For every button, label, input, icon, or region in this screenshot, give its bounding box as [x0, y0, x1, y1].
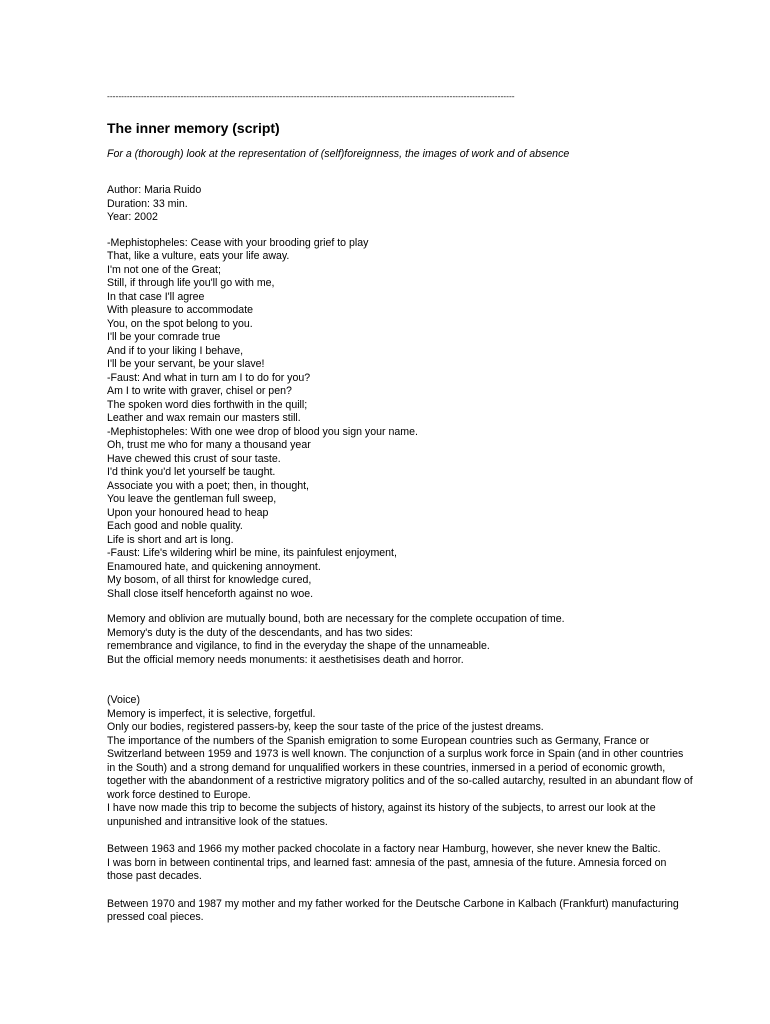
text-line: Memory is imperfect, it is selective, forgetful.: [107, 707, 316, 720]
page-subtitle: For a (thorough) look at the representation of (self)foreignness, the images of work and of absence: [107, 148, 570, 160]
text-line: That, like a vulture, eats your life away.: [107, 250, 290, 262]
text-line: Life is short and art is long.: [107, 533, 234, 546]
author-line: Author: Maria Ruido: [107, 184, 202, 196]
text-line: unpunished and intransitive look of the statues.: [107, 815, 328, 828]
text-line: Shall close itself henceforth against no woe.: [107, 587, 314, 600]
text-line: Still, if through life you'll go with me,: [107, 277, 275, 289]
dashed-separator: ------------------------------------------------------------------------------------------------------------------------------------------------: [107, 91, 515, 101]
text-line: remembrance and vigilance, to find in the everyday the shape of the unnameable.: [107, 640, 490, 652]
text-line: work force destined to Europe.: [107, 788, 251, 801]
text-line: Upon your honoured head to heap: [107, 506, 269, 519]
text-line: Switzerland between 1959 and 1973 is well known. The conjunction of a surplus work force in Spain (and in other countries: [107, 748, 684, 760]
text-line: The spoken word dies forthwith in the quill;: [107, 398, 308, 411]
text-line: Am I to write with graver, chisel or pen?: [107, 385, 292, 397]
text-line: Oh, trust me who for many a thousand year: [107, 439, 311, 451]
text-line: Only our bodies, registered passers-by, keep the sour taste of the price of the justest dreams.: [107, 721, 544, 733]
text-line: (Voice): [107, 694, 140, 706]
text-line: Memory and oblivion are mutually bound, both are necessary for the complete occupation of time.: [107, 613, 565, 625]
text-line: I'm not one of the Great;: [107, 263, 221, 276]
text-line: -Faust: Life's wildering whirl be mine, its painfulest enjoyment,: [107, 547, 397, 559]
text-line: And if to your liking I behave,: [107, 344, 244, 357]
text-line: I was born in between continental trips, and learned fast: amnesia of the past, amnesia of the future. Amnesia forced on: [107, 856, 667, 869]
paragraph-memory-oblivion: [107, 613, 727, 667]
paragraph-voice: [107, 694, 727, 829]
text-line: Memory's duty is the duty of the descendants, and has two sides:: [107, 626, 413, 639]
text-line: Associate you with a poet; then, in thought,: [107, 479, 310, 492]
text-line: Leather and wax remain our masters still.: [107, 412, 301, 424]
text-line: those past decades.: [107, 870, 202, 882]
poem-block: [107, 237, 727, 602]
text-line: Have chewed this crust of sour taste.: [107, 452, 281, 465]
year-line: Year: 2002: [107, 211, 158, 223]
text-line: The importance of the numbers of the Spanish emigration to some European countries such as Germany, France or: [107, 734, 650, 747]
text-line: I have now made this trip to become the subjects of history, against its history of the subjects, to arrest our look at the: [107, 802, 656, 814]
text-line: together with the abandonment of a restrictive migratory politics and of the so-called autarchy, resulted in an abundant flow of: [107, 775, 693, 787]
text-line: I'll be your comrade true: [107, 331, 221, 343]
text-line: Enamoured hate, and quickening annoyment.: [107, 560, 321, 573]
text-line: -Mephistopheles: With one wee drop of blood you sign your name.: [107, 425, 418, 438]
text-line: Between 1963 and 1966 my mother packed chocolate in a factory near Hamburg, however, she never knew the Baltic.: [107, 843, 661, 855]
paragraph-hamburg: [107, 843, 727, 884]
text-line: In that case I'll agree: [107, 290, 205, 303]
metadata-block: [107, 184, 727, 225]
text-line: But the official memory needs monuments: it aesthetisises death and horror.: [107, 653, 464, 666]
text-line: With pleasure to accommodate: [107, 304, 254, 316]
text-line: You leave the gentleman full sweep,: [107, 493, 277, 505]
text-line: -Mephistopheles: Cease with your brooding grief to play: [107, 236, 369, 249]
text-line: My bosom, of all thirst for knowledge cured,: [107, 574, 312, 586]
document-page: [107, 90, 727, 925]
page-title: The inner memory (script): [107, 120, 280, 136]
paragraph-kalbach: [107, 898, 727, 925]
text-line: I'd think you'd let yourself be taught.: [107, 466, 276, 478]
text-line: You, on the spot belong to you.: [107, 317, 253, 330]
text-line: Each good and noble quality.: [107, 520, 243, 532]
duration-line: Duration: 33 min.: [107, 197, 188, 210]
text-line: Between 1970 and 1987 my mother and my father worked for the Deutsche Carbone in Kalbach (Frankfurt) manufacturing: [107, 897, 679, 910]
text-line: -Faust: And what in turn am I to do for you?: [107, 371, 311, 384]
text-line: I'll be your servant, be your slave!: [107, 358, 265, 370]
text-line: in the South) and a strong demand for unqualified workers in these countries, inmersed in a period of economic growth,: [107, 761, 666, 774]
text-line: pressed coal pieces.: [107, 911, 204, 923]
